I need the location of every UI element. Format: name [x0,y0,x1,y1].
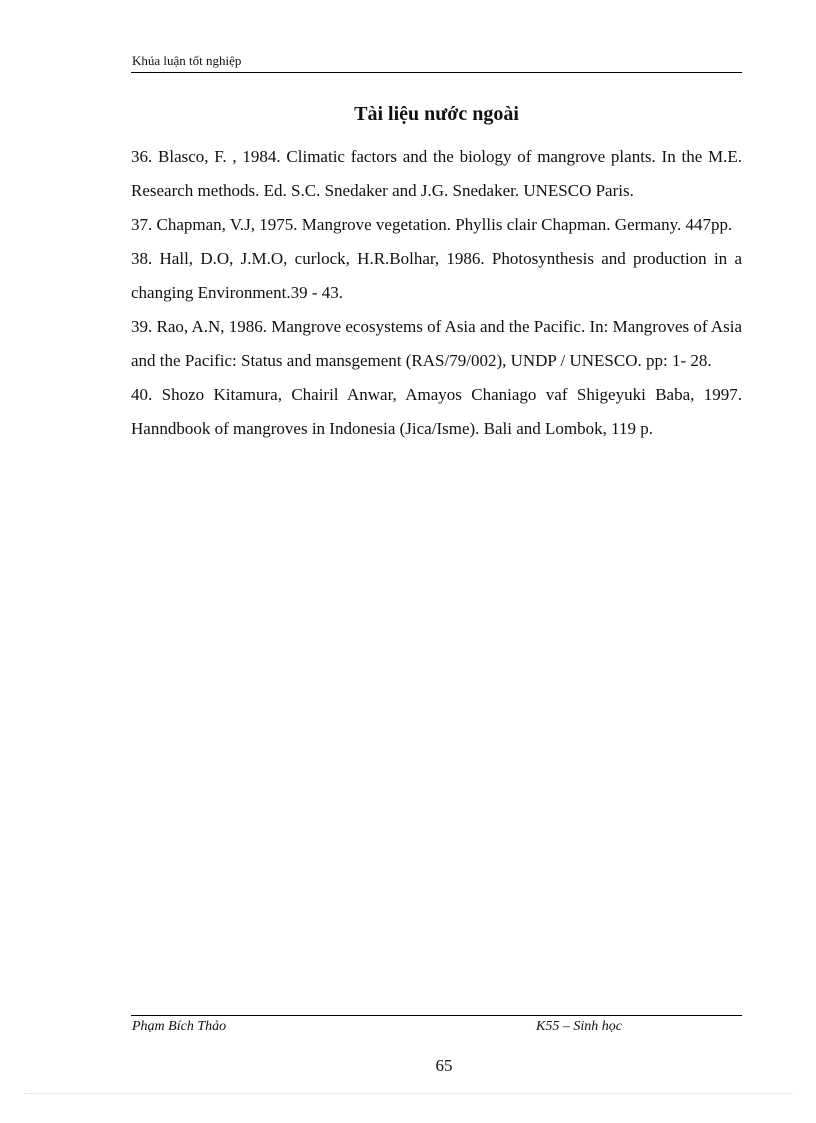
page-footer [131,1015,742,1034]
reference-item-40: 40. Shozo Kitamura, Chairil Anwar, Amayos Chaniago vaf Shigeyuki Baba, 1997. Hanndbook of mangroves in Indonesia (Jica/Isme). Bali and Lombok, 119 p. [131,385,742,438]
footer-course: K55 – Sinh học [536,1019,622,1034]
reference-item-36: 36. Blasco, F. , 1984. Climatic factors and the biology of mangrove plants. In the M.E. Research methods. Ed. S.C. Snedaker and J.G. Snedaker. UNESCO Paris. [131,147,742,200]
bottom-dotted-divider [24,1093,794,1094]
reference-list [131,140,742,446]
section-title: Tài liệu nước ngoài [354,103,519,125]
header-text: Khúa luận tốt nghiệp [132,53,242,68]
reference-item-39: 39. Rao, A.N, 1986. Mangrove ecosystems of Asia and the Pacific. In: Mangroves of Asia and the Pacific: Status and mansgement (RAS/79/002), UNDP / UNESCO. pp: 1- 28. [131,317,742,370]
footer-author: Phạm Bích Thảo [132,1019,227,1034]
page-number: 65 [435,1056,453,1075]
reference-item-37: 37. Chapman, V.J, 1975. Mangrove vegetation. Phyllis clair Chapman. Germany. 447pp. [131,215,733,234]
page-header [131,52,742,73]
reference-item-38: 38. Hall, D.O, J.M.O, curlock, H.R.Bolhar, 1986. Photosynthesis and production in a changing Environment.39 - 43. [131,249,742,302]
